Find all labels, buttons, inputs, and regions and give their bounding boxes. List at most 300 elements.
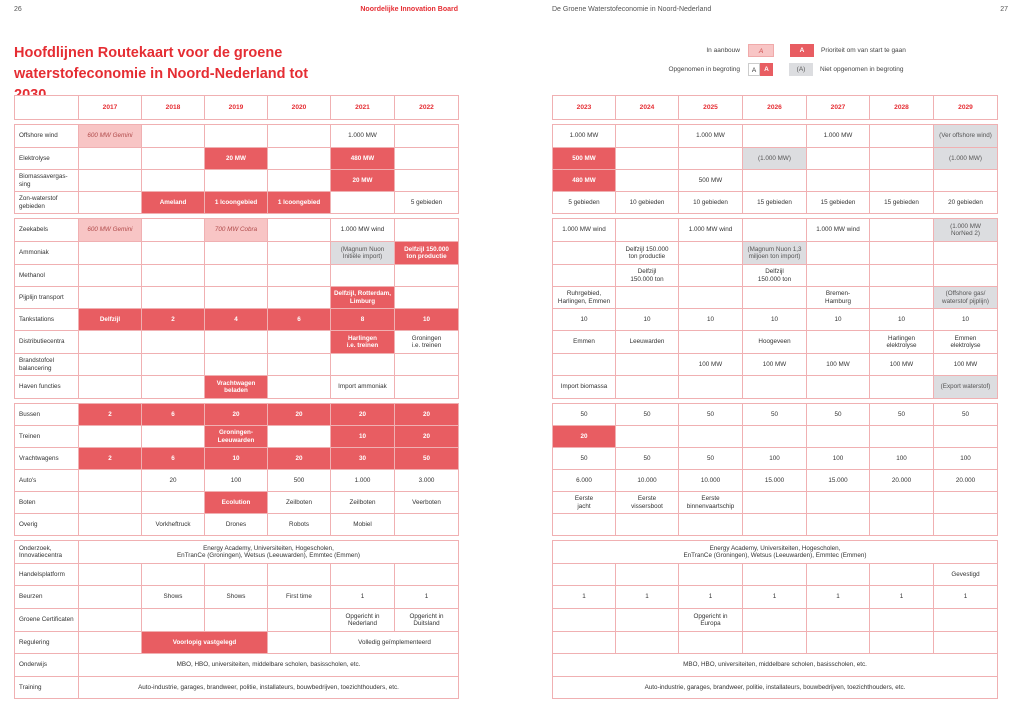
table-cell: [205, 609, 268, 632]
table-cell: 20: [268, 448, 331, 470]
table-row: [553, 492, 998, 514]
table-row: [553, 404, 998, 426]
table-row: [553, 514, 998, 536]
table-cell: First time: [268, 586, 331, 609]
table-cell: 1: [743, 586, 807, 609]
row-label-onderwijs: Onderwijs: [15, 654, 79, 677]
table-cell: [934, 265, 998, 287]
table-cell: [807, 492, 870, 514]
table-cell: 50: [395, 448, 459, 470]
table-cell: (Magnum Nuon Initiële import): [331, 242, 395, 265]
table-cell: 10: [616, 309, 679, 331]
table-row: [553, 470, 998, 492]
table-cell: 100: [870, 448, 934, 470]
table-cell: 15.000: [807, 470, 870, 492]
table-cell: Opgericht in Nederland: [331, 609, 395, 632]
table-cell: [268, 376, 331, 399]
table-cell: [870, 514, 934, 536]
row-label-beurzen: Beurzen: [15, 586, 79, 609]
table-row: [553, 354, 998, 376]
table-cell: [395, 265, 459, 287]
year-header-2028: 2028: [870, 96, 934, 120]
table-cell: [616, 354, 679, 376]
table-cell: [205, 170, 268, 192]
table-row: [553, 287, 998, 309]
table-cell: [395, 125, 459, 148]
table-cell: [870, 265, 934, 287]
table-row: [15, 564, 459, 586]
table-cell: 50: [807, 404, 870, 426]
table-cell: [205, 354, 268, 376]
table-cell: Opgericht in Europa: [679, 609, 743, 632]
table-cell: [79, 354, 142, 376]
row-label-regulering: Regulering: [15, 632, 79, 654]
table-cell: 1.000 MW: [679, 125, 743, 148]
row-label-pijplijn-transport: Pijplijn transport: [15, 287, 79, 309]
table-row: [553, 242, 998, 265]
table-cell: 8: [331, 309, 395, 331]
table-cell: 480 MW: [331, 148, 395, 170]
table-cell: 100 MW: [870, 354, 934, 376]
table-cell: 20 gebieden: [934, 192, 998, 214]
table-cell: Shows: [142, 586, 205, 609]
table-cell: [79, 426, 142, 448]
table-cell: [331, 564, 395, 586]
row-label-handelsplatform: Handelsplatform: [15, 564, 79, 586]
table-cell: [142, 265, 205, 287]
table-cell: [743, 219, 807, 242]
legend-priority-swatch: A: [790, 44, 814, 57]
table-cell: 20: [553, 426, 616, 448]
year-header-2025: 2025: [679, 96, 743, 120]
table-row: [15, 148, 459, 170]
table-cell: 20 MW: [331, 170, 395, 192]
table-cell: 20 MW: [205, 148, 268, 170]
table-cell: [79, 376, 142, 399]
table-cell: Eerste jacht: [553, 492, 616, 514]
table-row: [15, 376, 459, 399]
table-cell: [870, 219, 934, 242]
table-cell: 10: [743, 309, 807, 331]
table-cell: [679, 148, 743, 170]
table-cell: [79, 265, 142, 287]
table-row: [15, 242, 459, 265]
table-row: [15, 219, 459, 242]
table-row: [553, 309, 998, 331]
table-cell: 100: [205, 470, 268, 492]
table-cell: Vorkheftruck: [142, 514, 205, 536]
table-cell: [807, 331, 870, 354]
table-cell: [553, 354, 616, 376]
table-cell: Hoogeveen: [743, 331, 807, 354]
row-label-biomassavergas-sing: Biomassavergas- sing: [15, 170, 79, 192]
table-row: [15, 331, 459, 354]
table-cell: 1.000 MW: [553, 125, 616, 148]
table-cell: Zeilboten: [331, 492, 395, 514]
table-cell: 50: [679, 404, 743, 426]
table-cell: [870, 426, 934, 448]
table-cell: Opgericht in Duitsland: [395, 609, 459, 632]
table-cell: [553, 564, 616, 586]
table-cell: [679, 426, 743, 448]
table-cell: 1: [331, 586, 395, 609]
table-cell: [268, 609, 331, 632]
table-cell: Auto-industrie, garages, brandweer, politie, installateurs, bouwbedrijven, toezichthouders, etc.: [79, 677, 459, 699]
table-cell: 6.000: [553, 470, 616, 492]
table-row: [553, 448, 998, 470]
table-cell: [331, 354, 395, 376]
table-cell: [743, 492, 807, 514]
table-cell: 50: [679, 448, 743, 470]
table-cell: [743, 426, 807, 448]
table-cell: 20: [331, 404, 395, 426]
table-cell: [142, 331, 205, 354]
table-cell: 50: [870, 404, 934, 426]
table-cell: 600 MW Gemini: [79, 219, 142, 242]
table-cell: Vrachtwagen beladen: [205, 376, 268, 399]
table-cell: [142, 354, 205, 376]
table-cell: [807, 426, 870, 448]
table-cell: [79, 287, 142, 309]
table-cell: 15 gebieden: [743, 192, 807, 214]
table-cell: [395, 514, 459, 536]
table-row: [15, 654, 459, 677]
roadmap-table-right: [552, 95, 998, 699]
table-row: [15, 354, 459, 376]
table-cell: [205, 125, 268, 148]
table-cell: Voorlopig vastgelegd: [142, 632, 268, 654]
table-cell: [807, 242, 870, 265]
table-cell: 10: [331, 426, 395, 448]
table-cell: [395, 354, 459, 376]
table-cell: [616, 287, 679, 309]
table-cell: [679, 242, 743, 265]
table-cell: 700 MW Cobra: [205, 219, 268, 242]
table-cell: [553, 265, 616, 287]
legend-opgenomen-swatch-1: A: [748, 63, 760, 76]
table-cell: [679, 331, 743, 354]
legend-in-aanbouw-label: In aanbouw: [706, 47, 740, 54]
table-cell: 100 MW: [934, 354, 998, 376]
row-label-onderzoek-innovatiecentra: Onderzoek, Innovatiecentra: [15, 541, 79, 564]
table-cell: Delfzijl 150.000 ton productie: [395, 242, 459, 265]
table-cell: 10.000: [679, 470, 743, 492]
row-label-offshore-wind: Offshore wind: [15, 125, 79, 148]
table-cell: [79, 470, 142, 492]
table-cell: [743, 632, 807, 654]
table-cell: Delfzijl, Rotterdam, Limburg: [331, 287, 395, 309]
table-cell: [870, 125, 934, 148]
year-header-2029: 2029: [934, 96, 998, 120]
table-cell: Auto-industrie, garages, brandweer, politie, installateurs, bouwbedrijven, toezichthouders, etc.: [553, 677, 998, 699]
table-cell: Gevestigd: [934, 564, 998, 586]
table-cell: 100: [807, 448, 870, 470]
table-cell: 5 gebieden: [553, 192, 616, 214]
table-cell: [616, 632, 679, 654]
table-cell: [205, 242, 268, 265]
table-cell: [679, 564, 743, 586]
table-cell: [807, 265, 870, 287]
table-row: [553, 541, 998, 564]
row-label-ammoniak: Ammoniak: [15, 242, 79, 265]
right-header-title: De Groene Waterstofeconomie in Noord-Nederland: [552, 6, 712, 13]
table-cell: 20: [205, 404, 268, 426]
table-cell: [142, 148, 205, 170]
table-cell: [807, 632, 870, 654]
table-cell: Volledig geïmplementeerd: [331, 632, 459, 654]
table-cell: [679, 376, 743, 399]
table-row: [15, 492, 459, 514]
table-cell: 10: [934, 309, 998, 331]
row-label-treinen: Treinen: [15, 426, 79, 448]
row-label-groene-certificaten: Groene Certificaten: [15, 609, 79, 632]
year-header-2022: 2022: [395, 96, 459, 120]
table-row: [553, 586, 998, 609]
legend-opgenomen-label: Opgenomen in begroting: [668, 66, 740, 73]
table-row: [15, 426, 459, 448]
table-cell: [142, 287, 205, 309]
table-cell: 50: [616, 404, 679, 426]
table-cell: [807, 514, 870, 536]
table-row: [553, 677, 998, 699]
table-cell: 100 MW: [679, 354, 743, 376]
year-header-2026: 2026: [743, 96, 807, 120]
table-cell: 20: [268, 404, 331, 426]
table-cell: MBO, HBO, universiteiten, middelbare scholen, basisscholen, etc.: [79, 654, 459, 677]
table-cell: 1: [807, 586, 870, 609]
row-label-bussen: Bussen: [15, 404, 79, 426]
table-cell: 600 MW Gemini: [79, 125, 142, 148]
table-cell: 2: [79, 404, 142, 426]
table-cell: Ecolution: [205, 492, 268, 514]
table-cell: 1: [553, 586, 616, 609]
table-cell: (Export waterstof): [934, 376, 998, 399]
table-cell: [142, 219, 205, 242]
table-cell: [616, 514, 679, 536]
table-row: [553, 219, 998, 242]
table-cell: 20: [395, 404, 459, 426]
table-cell: Eerste vissersboot: [616, 492, 679, 514]
table-row: [15, 287, 459, 309]
right-page-number: 27: [1000, 6, 1008, 13]
table-cell: (Ver offshore wind): [934, 125, 998, 148]
table-cell: [142, 170, 205, 192]
table-cell: 1.000: [331, 470, 395, 492]
table-cell: [870, 148, 934, 170]
table-cell: 480 MW: [553, 170, 616, 192]
table-cell: [616, 170, 679, 192]
table-cell: 20: [395, 426, 459, 448]
label-column-header: [15, 96, 79, 120]
table-cell: [616, 376, 679, 399]
table-cell: [268, 265, 331, 287]
table-cell: [268, 426, 331, 448]
table-cell: 20.000: [934, 470, 998, 492]
legend-opgenomen-swatch-2: A: [760, 63, 773, 76]
legend-row-2: [660, 63, 903, 76]
table-row: [15, 309, 459, 331]
table-cell: 15.000: [743, 470, 807, 492]
year-header-2018: 2018: [142, 96, 205, 120]
table-cell: [870, 376, 934, 399]
table-cell: 50: [616, 448, 679, 470]
table-cell: Delfzijl: [79, 309, 142, 331]
table-cell: [205, 287, 268, 309]
table-cell: [395, 219, 459, 242]
table-cell: Import ammoniak: [331, 376, 395, 399]
table-row: [15, 192, 459, 214]
table-cell: 1.000 MW: [331, 125, 395, 148]
table-cell: [679, 287, 743, 309]
table-cell: [934, 170, 998, 192]
table-cell: 100: [934, 448, 998, 470]
table-cell: 100: [743, 448, 807, 470]
table-cell: [268, 354, 331, 376]
table-row: [15, 404, 459, 426]
table-cell: Leeuwarden: [616, 331, 679, 354]
table-cell: 6: [142, 404, 205, 426]
table-cell: [142, 492, 205, 514]
table-cell: 6: [268, 309, 331, 331]
table-cell: 5 gebieden: [395, 192, 459, 214]
table-cell: Emmen elektrolyse: [934, 331, 998, 354]
table-cell: 10: [553, 309, 616, 331]
table-cell: [268, 287, 331, 309]
table-cell: [807, 564, 870, 586]
table-cell: [331, 192, 395, 214]
table-cell: 15 gebieden: [870, 192, 934, 214]
table-row: [553, 192, 998, 214]
table-cell: [870, 170, 934, 192]
table-cell: 4: [205, 309, 268, 331]
table-cell: [268, 125, 331, 148]
table-cell: Harlingen elektrolyse: [870, 331, 934, 354]
table-cell: [395, 564, 459, 586]
table-cell: 10.000: [616, 470, 679, 492]
table-cell: Robots: [268, 514, 331, 536]
table-cell: [743, 170, 807, 192]
table-cell: [679, 514, 743, 536]
table-cell: [934, 492, 998, 514]
table-cell: [79, 514, 142, 536]
table-cell: [934, 609, 998, 632]
table-cell: Energy Academy, Universiteiten, Hogescholen, EnTranCe (Groningen), Wetsus (Leeuwarden), Emmtec (Emmen): [553, 541, 998, 564]
table-cell: Groningen- Leeuwarden: [205, 426, 268, 448]
table-cell: 1 Icoongebied: [268, 192, 331, 214]
table-cell: [268, 242, 331, 265]
table-cell: [807, 609, 870, 632]
table-cell: [205, 265, 268, 287]
table-cell: 1.000 MW wind: [679, 219, 743, 242]
table-cell: [616, 125, 679, 148]
table-cell: [934, 632, 998, 654]
table-cell: [870, 632, 934, 654]
table-row: [553, 170, 998, 192]
table-cell: Groningen i.e. treinen: [395, 331, 459, 354]
table-cell: [870, 242, 934, 265]
table-cell: [807, 170, 870, 192]
row-label-brandstofcel-balancering: Brandstofcel balancering: [15, 354, 79, 376]
year-header-2017: 2017: [79, 96, 142, 120]
table-cell: Veerboten: [395, 492, 459, 514]
table-cell: 500 MW: [679, 170, 743, 192]
table-cell: Ameland: [142, 192, 205, 214]
table-cell: Shows: [205, 586, 268, 609]
table-cell: 50: [553, 404, 616, 426]
table-cell: (Offshore gas/ waterstof pijplijn): [934, 287, 998, 309]
table-cell: 100 MW: [743, 354, 807, 376]
table-cell: Mobiel: [331, 514, 395, 536]
year-header-2019: 2019: [205, 96, 268, 120]
table-cell: [268, 219, 331, 242]
year-header-2024: 2024: [616, 96, 679, 120]
table-cell: [142, 564, 205, 586]
table-cell: [807, 148, 870, 170]
table-cell: 10: [205, 448, 268, 470]
table-cell: Drones: [205, 514, 268, 536]
table-cell: [553, 242, 616, 265]
table-cell: [142, 609, 205, 632]
table-row: [15, 609, 459, 632]
table-cell: [553, 609, 616, 632]
row-label-training: Training: [15, 677, 79, 699]
row-label-boten: Boten: [15, 492, 79, 514]
table-cell: [205, 564, 268, 586]
table-cell: [743, 287, 807, 309]
table-cell: [807, 376, 870, 399]
table-cell: Delfzijl 150.000 ton: [616, 265, 679, 287]
table-cell: [331, 265, 395, 287]
table-row: [15, 586, 459, 609]
table-cell: 10 gebieden: [616, 192, 679, 214]
table-cell: 6: [142, 448, 205, 470]
table-cell: 500: [268, 470, 331, 492]
table-cell: 500 MW: [553, 148, 616, 170]
row-label-vrachtwagens: Vrachtwagens: [15, 448, 79, 470]
table-cell: [395, 148, 459, 170]
legend-niet-opgenomen-swatch: (A): [789, 63, 813, 76]
row-label-distributiecentra: Distributiecentra: [15, 331, 79, 354]
table-cell: 1: [679, 586, 743, 609]
table-cell: [268, 170, 331, 192]
table-row: [553, 609, 998, 632]
table-row: [553, 632, 998, 654]
row-label-auto-s: Auto's: [15, 470, 79, 492]
left-page-number: 26: [14, 6, 22, 13]
table-cell: Emmen: [553, 331, 616, 354]
table-cell: [395, 376, 459, 399]
table-row: [553, 331, 998, 354]
row-label-methanol: Methanol: [15, 265, 79, 287]
table-cell: (1.000 MW NorNed 2): [934, 219, 998, 242]
table-cell: [743, 514, 807, 536]
legend-priority-label: Prioriteit om van start te gaan: [821, 47, 906, 54]
table-row: [15, 125, 459, 148]
table-cell: [743, 609, 807, 632]
table-row: [15, 677, 459, 699]
row-label-haven-functies: Haven functies: [15, 376, 79, 399]
table-cell: [142, 242, 205, 265]
table-cell: [553, 632, 616, 654]
table-cell: [870, 609, 934, 632]
roadmap-table-left: [14, 95, 459, 699]
table-cell: [268, 148, 331, 170]
table-cell: 1: [616, 586, 679, 609]
table-cell: [616, 564, 679, 586]
table-cell: Import biomassa: [553, 376, 616, 399]
year-header-2020: 2020: [268, 96, 331, 120]
table-cell: 2: [79, 448, 142, 470]
